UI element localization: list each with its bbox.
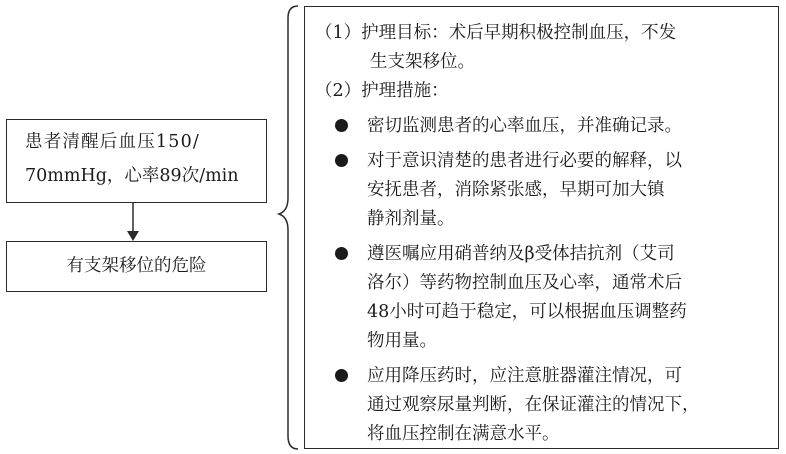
nursing-goal <box>315 19 768 77</box>
care-plan-box <box>304 6 779 449</box>
bullet-icon <box>335 154 348 167</box>
measure-item <box>315 147 768 234</box>
measure-line: 通过观察尿量判断，在保证灌注的情况下， <box>367 395 700 415</box>
bullet-icon <box>335 247 348 260</box>
measure-line: 将血压控制在满意水平。 <box>367 424 560 444</box>
measure-line: 静剂剂量。 <box>367 209 455 229</box>
bullet-icon <box>335 119 348 132</box>
status-line-1: 患者清醒后血压150/ <box>25 132 200 152</box>
goal-line-1: （1）护理目标：术后早期积极控制血压，不发 <box>315 23 677 43</box>
risk-label: 有支架移位的危险 <box>66 256 207 276</box>
measure-line: 密切监测患者的心率血压，并准确记录。 <box>367 116 682 136</box>
measure-line: 洛尔）等药物控制血压及心率，通常术后 <box>367 273 682 293</box>
measure-item <box>315 362 768 449</box>
measure-item <box>315 240 768 356</box>
bullet-icon <box>335 369 348 382</box>
measure-line: 遵医嘱应用硝普纳及β受体拮抗剂（艾司 <box>367 244 675 264</box>
measures-title: （2）护理措施： <box>315 81 449 101</box>
goal-line-2: 生支架移位。 <box>370 52 475 72</box>
measure-item <box>315 112 768 141</box>
measure-line: 对于意识清楚的患者进行必要的解释，以 <box>367 151 682 171</box>
measure-line: 48小时可趋于稳定，可以根据血压调整药 <box>367 302 687 322</box>
measure-line: 安抚患者，消除紧张感，早期可加大镇 <box>367 180 665 200</box>
measure-line: 物用量。 <box>367 331 437 351</box>
status-line-2: 70mmHg，心率89次/min <box>25 166 239 186</box>
measure-line: 应用降压药时，应注意脏器灌注情况，可 <box>367 366 682 386</box>
